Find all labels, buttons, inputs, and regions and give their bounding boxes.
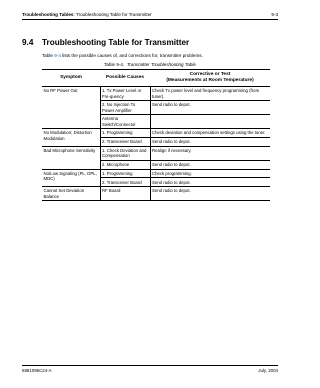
- action-cell: Send radio to depot.: [150, 101, 270, 115]
- header-page-number: 9-3: [271, 12, 278, 17]
- action-cell: Realign if necessary.: [150, 146, 270, 160]
- table-row: [42, 169, 270, 178]
- header-symptom: Symptom: [42, 70, 100, 87]
- header-chapter: Troubleshooting Tables: [22, 12, 74, 17]
- section-title: Troubleshooting Table for Transmitter: [42, 38, 190, 47]
- symptom-cell: No/Low Signaling (PL, DPL, MDC): [42, 169, 100, 186]
- cause-cell: 2. Microphone: [100, 160, 150, 169]
- section-number: 9.4: [22, 38, 34, 47]
- table-caption: [0, 62, 300, 67]
- header-title: Troubleshooting Tables: Troubleshooting Table for Transmitter: [22, 12, 152, 17]
- action-cell: Check Tx power level and frequency programming (from tuner).: [150, 87, 270, 101]
- cause-cell: 1. Check Deviation and Compensation: [100, 146, 150, 160]
- caption-label: Table 9-4.: [104, 62, 125, 67]
- table-reference-link[interactable]: 9-4: [54, 53, 61, 58]
- action-cell: Send radio to depot.: [150, 160, 270, 169]
- cause-cell: 2. Transceiver Board: [100, 138, 150, 147]
- cause-cell: Antenna Switch/Connector: [100, 115, 150, 129]
- section-heading: [22, 38, 189, 47]
- action-cell: Send radio to depot.: [150, 138, 270, 147]
- footer-rule: [22, 365, 278, 366]
- action-cell: Send radio to depot.: [150, 178, 270, 187]
- footer-doc-id: 6881096C24-A: [22, 368, 52, 373]
- action-cell: Check programming.: [150, 169, 270, 178]
- intro-pre: Table: [42, 53, 55, 58]
- action-cell: Send radio to depot.: [150, 187, 270, 201]
- cause-cell: 2. Transceiver Board: [100, 178, 150, 187]
- header-rule: [22, 19, 278, 20]
- table-row: [42, 129, 270, 138]
- symptom-cell: No Modulation; Distortion Modulation: [42, 129, 100, 146]
- cause-cell: 1. Programming: [100, 129, 150, 138]
- header-corrective-line1: Corrective or Test: [189, 72, 231, 78]
- page-footer: [22, 368, 278, 373]
- caption-title: Transmitter Troubleshooting Table: [126, 62, 196, 67]
- intro-paragraph: [42, 53, 203, 58]
- cause-cell: 1. Programming: [100, 169, 150, 178]
- header-subtitle: Troubleshooting Table for Transmitter: [75, 12, 152, 17]
- table-row: [42, 187, 270, 201]
- table-header-row: [42, 70, 270, 87]
- symptom-cell: Bad Microphone Sensitivity: [42, 146, 100, 169]
- intro-post: lists the possible causes of, and corrections for, transmitter problems.: [60, 53, 203, 58]
- footer-date: July, 2004: [258, 368, 278, 373]
- symptom-cell: No RF Power Out: [42, 87, 100, 129]
- table-row: [42, 146, 270, 160]
- action-cell: [150, 115, 270, 129]
- cause-cell: 1. Tx Power Level or Fre-quency: [100, 87, 150, 101]
- header-corrective-action: [150, 70, 270, 87]
- table-row: [42, 87, 270, 101]
- cause-cell: RF Board: [100, 187, 150, 201]
- troubleshooting-table: [42, 69, 270, 201]
- header-corrective-line2: (Measurements at Room Temperature): [166, 78, 254, 83]
- action-cell: Check deviation and compensation settings using the tuner.: [150, 129, 270, 138]
- page-header: [22, 12, 278, 17]
- symptom-cell: Cannot Set Deviation Balance: [42, 187, 100, 201]
- header-possible-causes: Possible Causes: [100, 70, 150, 87]
- cause-cell: 2. No Injection To Power Amplifier: [100, 101, 150, 115]
